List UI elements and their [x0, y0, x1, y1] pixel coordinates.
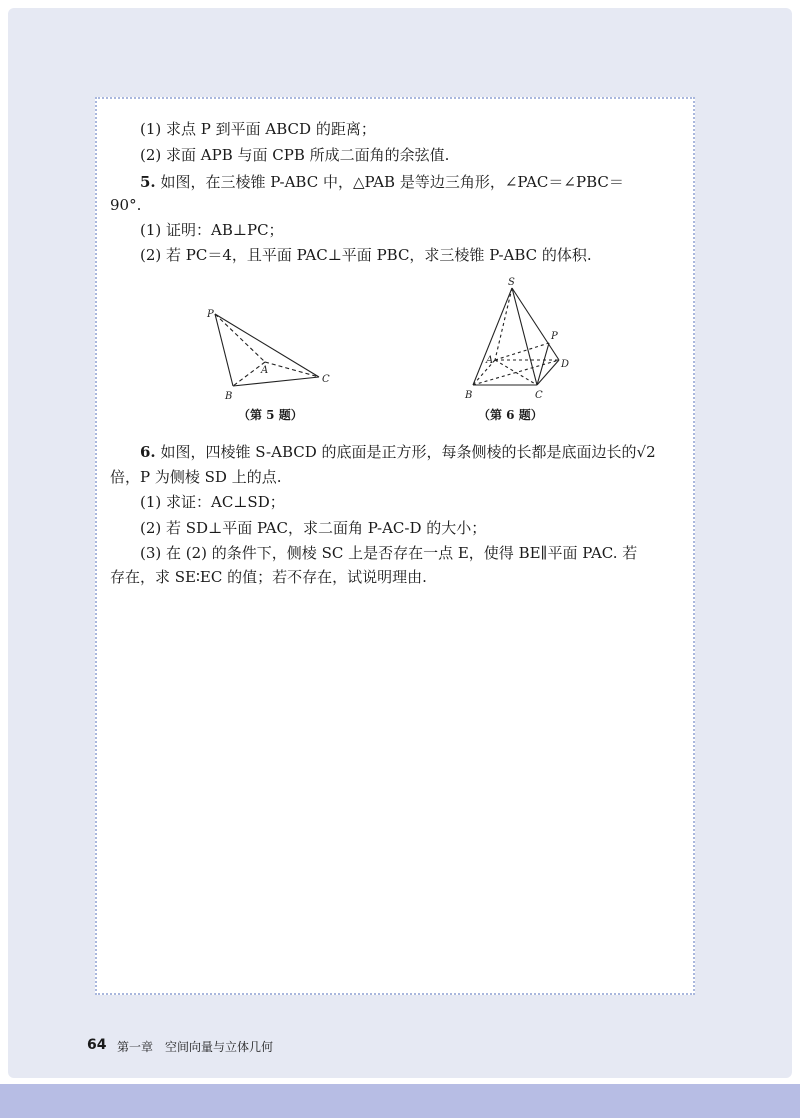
fig6-label-C: C: [535, 390, 543, 401]
fig5-label-C: C: [322, 374, 330, 385]
fig5-label-A: A: [261, 365, 269, 376]
fig6-label-P: P: [551, 331, 558, 342]
fig5-label-P: P: [207, 309, 214, 320]
q4-sub2: (2) 求面 APB 与面 CPB 所成二面角的余弦值.: [140, 146, 450, 164]
q6-sub3-line2: 存在，求 SE∶EC 的值；若不存在，试说明理由.: [110, 568, 427, 586]
q6-stem-line2: 倍，P 为侧棱 SD 上的点.: [110, 468, 282, 486]
q5-stem-line2: 90°.: [110, 196, 142, 214]
q5-sub1: (1) 证明：AB⊥PC；: [140, 221, 284, 239]
q6-number: 6.: [140, 443, 156, 461]
q6-stem-text: 如图，四棱锥 S-ABCD 的底面是正方形，每条侧棱的长都是底面边长的√2: [160, 443, 656, 461]
q5-stem-line1: [140, 172, 624, 192]
fig6-label-S: S: [508, 277, 515, 288]
figure-5-diagram: [195, 300, 345, 405]
figure-6-diagram: [455, 275, 585, 405]
edge-PA: [215, 314, 265, 362]
q5-number: 5.: [140, 173, 156, 191]
q5-sub2: (2) 若 PC＝4，且平面 PAC⊥平面 PBC，求三棱锥 P-ABC 的体积.: [140, 246, 592, 264]
edge-PB: [215, 314, 233, 386]
edge-AP: [495, 343, 549, 360]
edge-SB: [473, 288, 512, 385]
q4-sub1: (1) 求点 P 到平面 ABCD 的距离；: [140, 120, 376, 138]
q6-sub2: (2) 若 SD⊥平面 PAC，求二面角 P-AC-D 的大小；: [140, 519, 487, 537]
edge-SC: [512, 288, 537, 385]
edge-BC: [233, 377, 319, 386]
q6-sub3-line1: (3) 在 (2) 的条件下，侧棱 SC 上是否存在一点 E，使得 BE∥平面 PAC. 若: [140, 544, 638, 562]
fig5-label-B: B: [225, 391, 233, 402]
page-number: 64: [87, 1037, 107, 1053]
q6-sub1: (1) 求证：AC⊥SD；: [140, 493, 285, 511]
edge-AC: [265, 362, 319, 377]
figure-5-caption: （第 5 题）: [238, 408, 303, 422]
fig6-label-B: B: [465, 390, 473, 401]
edge-SD: [512, 288, 559, 360]
q6-stem-line1: [140, 442, 656, 462]
fig6-label-A: A: [486, 355, 494, 366]
figure-6-caption: （第 6 题）: [478, 408, 543, 422]
fig6-label-D: D: [561, 359, 570, 370]
chapter-title: 第一章 空间向量与立体几何: [117, 1040, 274, 1054]
q5-stem-text: 如图，在三棱锥 P-ABC 中，△PAB 是等边三角形，∠PAC＝∠PBC＝: [160, 173, 624, 191]
bottom-band: [0, 1084, 800, 1118]
